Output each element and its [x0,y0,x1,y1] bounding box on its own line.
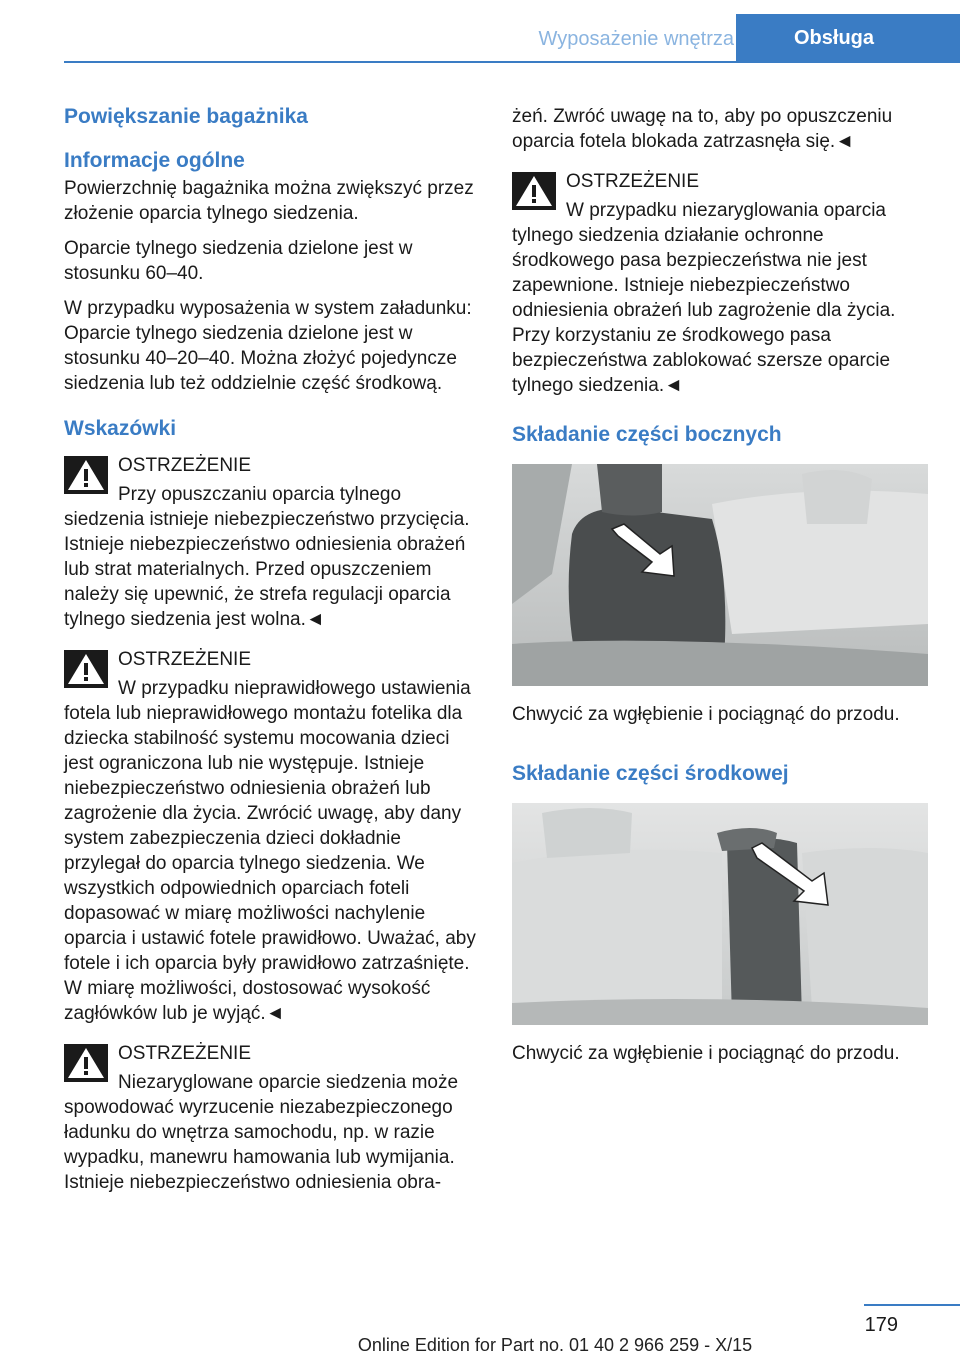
paragraph-1: Powierzchnię bagażnika można zwiększyć przez złożenie oparcia tylnego siedzenia. [64,178,474,224]
right-column [512,104,928,1100]
paragraph-2: Oparcie tylnego siedzenia dzielone jest w stosunku 60–40. [64,238,413,284]
warning-icon [64,1044,108,1082]
page-header [0,0,960,62]
warning-text: Niezaryglowane oparcie siedzenia może spowodować wyrzucenie niezabezpieczonego ładunku do wnętrza samochodu, np. w razie wypadku, manewru hamowania lub wymijania. Istnieje niebezpieczeństwo odniesienia obra- [64,1072,459,1193]
heading-side-parts: Składanie części bocznych [512,423,782,446]
warning-block-2 [64,646,480,1026]
warning-text: W przypadku niezaryglowania oparcia tylnego siedzenia działanie ochronne środkowego pasa bezpieczeństwa nie jest zapewnione. Istnieje niebezpieczeństwo odniesienia obrażeń lub zagrożenie dla życia. Przy korzystaniu ze środkowego pasa bezpieczeństwa zablokować szersze oparcie tylnego siedzenia.◄ [512,200,896,396]
heading-center-part: Składanie części środkowej [512,762,789,785]
warning-title: OSTRZEŻENIE [566,171,700,192]
seat-side-photo [512,464,928,686]
page-title: Powiększanie bagażnika [64,105,308,128]
page-number: 179 [864,1314,898,1336]
warning-title: OSTRZEŻENIE [118,1043,252,1064]
heading-notes: Wskazówki [64,417,177,440]
warning-text: Przy opuszczaniu oparcia tylnego siedzenia istnieje niebezpieczeństwo przycięcia. Istnieje niebezpieczeństwo odniesienia obrażeń lub strat materialnych. Przed opuszczeniem należy się upewnić, że strefa regulacji oparcia tylnego siedzenia jest wolna.◄ [64,484,470,630]
edition-note: Online Edition for Part no. 01 40 2 966 259 - X/15 [357,1335,753,1355]
chapter-tab[interactable]: Obsługa [736,14,960,62]
caption-side-parts: Chwycić za wgłębienie i pociągnąć do przodu. [512,704,900,725]
footer-divider [864,1304,960,1306]
continued-text: żeń. Zwróć uwagę na to, aby po opuszczeniu oparcia fotela blokada zatrzasnęła się.◄ [512,106,893,152]
section-tab[interactable]: Wyposażenie wnętrza [538,28,734,50]
warning-icon [64,650,108,688]
seat-center-photo [512,803,928,1025]
heading-general-info: Informacje ogólne [64,149,245,172]
warning-icon [512,172,556,210]
warning-block-3 [64,1040,480,1195]
header-divider [64,61,960,63]
warning-title: OSTRZEŻENIE [118,649,252,670]
warning-text: W przypadku nieprawidłowego ustawienia fotela lub nieprawidłowego montażu fotelika dla dziecka stabilność systemu mocowania dzieci jest ograniczona lub nie występuje. Istnieje niebezpieczeństwo odniesienia obrażeń lub zagrożenie dla życia. Zwrócić uwagę, aby dany system zabezpieczenia dzieci dokładnie przylegał do oparcia tylnego siedzenia. We wszystkich odpowiednich oparciach foteli dopasować w miarę możliwości nachylenie oparcia i ustawić fotele prawidłowo. Uważać, aby fotele i ich oparcia były prawidłowo zatrzaśnięte. W miarę możliwości, dostosować wysokość zagłówków lub je wyjąć.◄ [64,678,476,1024]
warning-block-4 [512,168,928,398]
warning-block-1 [64,452,480,632]
caption-center-part: Chwycić za wgłębienie i pociągnąć do przodu. [512,1043,900,1064]
warning-title: OSTRZEŻENIE [118,455,252,476]
paragraph-3: W przypadku wyposażenia w system załadunku: Oparcie tylnego siedzenia dzielone jest w stosunku 40–20–40. Można złożyć pojedyncze siedzenia lub też oddzielnie część środkową. [64,298,472,394]
warning-icon [64,456,108,494]
left-column [64,96,480,1209]
